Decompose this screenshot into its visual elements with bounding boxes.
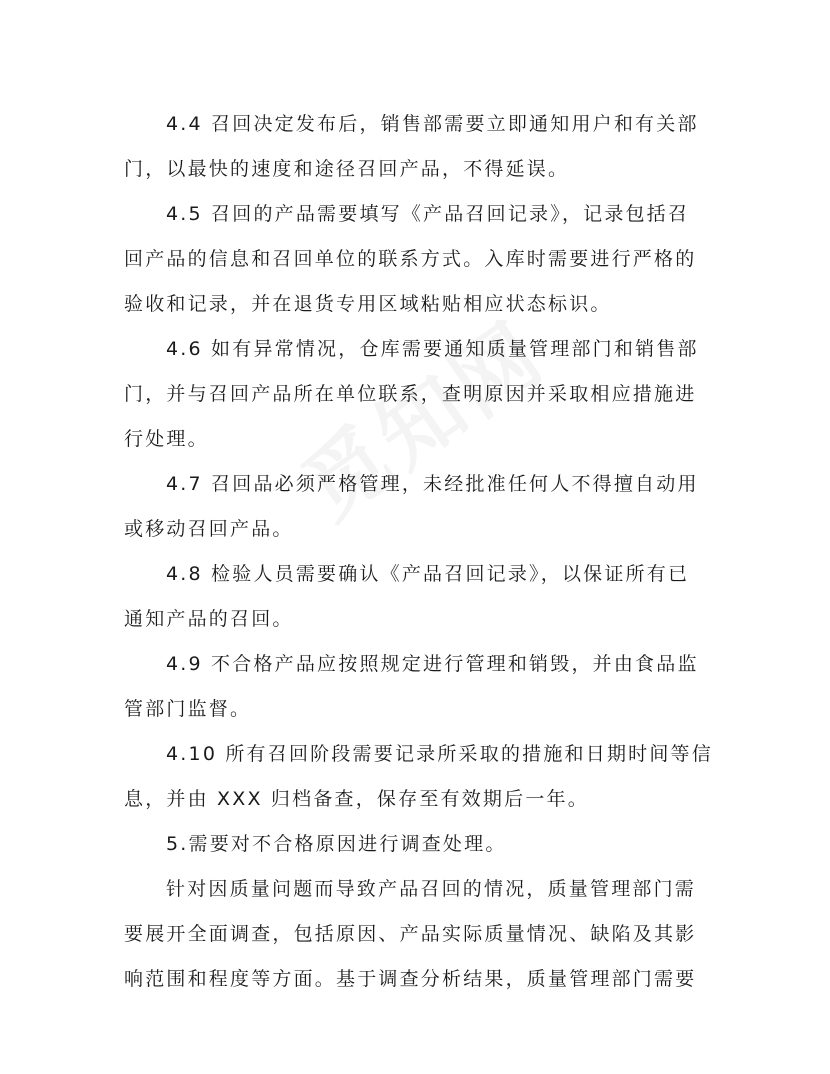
text-line: 要展开全面调查，包括原因、产品实际质量情况、缺陷及其影 [124,923,697,945]
text-line: 管部门监督。 [124,698,252,720]
paragraph-investigation [124,867,724,1001]
text-line: 5.需要对不合格原因进行调查处理。 [166,833,507,855]
paragraph-4-4 [124,102,724,191]
paragraph-4-7 [124,462,724,551]
text-line: 回产品的信息和召回单位的联系方式。入库时需要进行严格的 [124,248,697,270]
section-5-heading [124,822,724,866]
text-line: 4.4 召回决定发布后，销售部需要立即通知用户和有关部 [166,113,699,135]
text-line: 响范围和程度等方面。基于调查分析结果，质量管理部门需要 [124,968,697,990]
document-body [124,102,724,1002]
paragraph-4-10 [124,732,724,821]
text-line: 4.5 召回的产品需要填写《产品召回记录》，记录包括召 [166,203,690,225]
text-line: 门，以最快的速度和途径召回产品，不得延误。 [124,158,570,180]
text-line: 4.6 如有异常情况，仓库需要通知质量管理部门和销售部 [166,338,699,360]
text-line: 4.9 不合格产品应按照规定进行管理和销毁，并由食品监 [166,653,699,675]
text-line: 息，并由 XXX 归档备查，保存至有效期后一年。 [124,788,589,810]
text-line: 4.8 检验人员需要确认《产品召回记录》，以保证所有已 [166,563,690,585]
paragraph-4-6 [124,327,724,461]
text-line: 行处理。 [124,428,209,450]
paragraph-4-8 [124,552,724,641]
text-line: 4.10 所有召回阶段需要记录所采取的措施和日期时间等信 [166,743,713,765]
text-line: 验收和记录，并在退货专用区域粘贴相应状态标识。 [124,293,612,315]
text-line: 门，并与召回产品所在单位联系，查明原因并采取相应措施进 [124,383,697,405]
text-line: 4.7 召回品必须严格管理，未经批准任何人不得擅自动用 [166,473,699,495]
text-line: 或移动召回产品。 [124,518,294,540]
paragraph-4-9 [124,642,724,731]
paragraph-4-5 [124,192,724,326]
text-line: 通知产品的召回。 [124,608,294,630]
text-line: 针对因质量问题而导致产品召回的情况，质量管理部门需 [166,878,697,900]
